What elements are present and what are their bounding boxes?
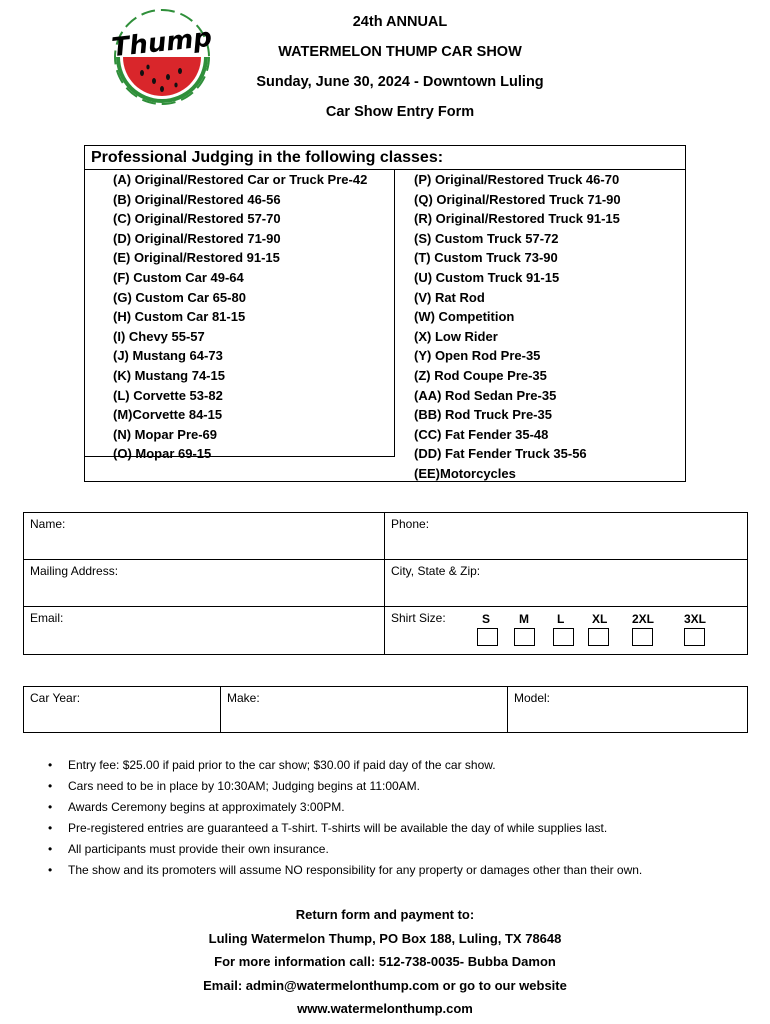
info-row-name-phone <box>24 513 747 560</box>
email-field[interactable] <box>24 607 385 655</box>
list-item: • Cars need to be in place by 10:30AM; Judging begins at 11:00AM. <box>44 776 744 797</box>
class-item: (A) Original/Restored Car or Truck Pre-42 <box>113 172 368 187</box>
class-item: (E) Original/Restored 91-15 <box>113 250 280 266</box>
class-item: (G) Custom Car 65-80 <box>113 289 246 305</box>
bullet-icon: • <box>48 863 53 877</box>
size-checkbox-s[interactable] <box>477 628 498 646</box>
class-item: (EE)Motorcycles <box>414 465 516 481</box>
classes-title: Professional Judging in the following classes: <box>85 146 685 170</box>
city-state-zip-label: City, State & Zip: <box>391 564 481 578</box>
class-item: (CC) Fat Fender 35-48 <box>414 426 549 442</box>
city-state-zip-field[interactable] <box>385 560 747 606</box>
size-label-xl: XL <box>592 612 608 626</box>
judging-classes-box <box>84 145 686 482</box>
footer-mailing-address: Luling Watermelon Thump, PO Box 188, Luling, TX 78648 <box>208 930 562 946</box>
size-checkbox-l[interactable] <box>553 628 574 646</box>
class-item: (F) Custom Car 49-64 <box>113 269 244 285</box>
classes-right-column <box>395 170 685 484</box>
class-item: (X) Low Rider <box>414 328 498 344</box>
header-line-annual: 24th ANNUAL <box>352 14 448 30</box>
class-item: (L) Corvette 53-82 <box>113 387 223 403</box>
list-item: • Awards Ceremony begins at approximately 3:00PM. <box>44 797 744 818</box>
class-item: (O) Mopar 69-15 <box>113 446 212 462</box>
footer-website-link[interactable]: www.watermelonthump.com <box>297 1001 473 1017</box>
bullet-icon: • <box>48 842 53 856</box>
class-item: (M)Corvette 84-15 <box>113 407 223 423</box>
info-row-address-city <box>24 560 747 607</box>
footer-phone: For more information call: 512-738-0035- Bubba Damon <box>214 954 556 970</box>
header-line-date-location: Sunday, June 30, 2024 - Downtown Luling <box>256 74 544 90</box>
class-item: (V) Rat Rod <box>414 289 485 305</box>
class-item: (Z) Rod Coupe Pre-35 <box>414 367 547 383</box>
class-item: (P) Original/Restored Truck 46-70 <box>414 172 620 187</box>
phone-field[interactable] <box>385 513 747 559</box>
list-item: • Pre-registered entries are guaranteed a T-shirt. T-shirts will be available the day of while supplies last. <box>44 818 744 839</box>
class-item: (AA) Rod Sedan Pre-35 <box>414 387 557 403</box>
class-item: (S) Custom Truck 57-72 <box>414 230 559 246</box>
email-label: Email: <box>30 611 64 625</box>
class-item: (I) Chevy 55-57 <box>113 328 205 344</box>
class-item: (Y) Open Rod Pre-35 <box>414 348 541 364</box>
car-year-label: Car Year: <box>30 691 81 705</box>
class-item: (B) Original/Restored 46-56 <box>113 191 281 207</box>
size-checkbox-2xl[interactable] <box>632 628 653 646</box>
class-item: (Q) Original/Restored Truck 71-90 <box>414 191 621 207</box>
class-item: (BB) Rod Truck Pre-35 <box>414 407 552 423</box>
car-info-table <box>23 686 748 733</box>
bullet-icon: • <box>48 758 53 772</box>
bullet-icon: • <box>48 821 53 835</box>
entrant-info-table <box>23 512 748 655</box>
list-item: • All participants must provide their own insurance. <box>44 839 744 860</box>
logo-text: Thump <box>112 22 212 64</box>
class-item: (H) Custom Car 81-15 <box>113 309 246 325</box>
mailing-address-field[interactable] <box>24 560 385 606</box>
size-checkbox-3xl[interactable] <box>684 628 705 646</box>
class-item: (N) Mopar Pre-69 <box>113 426 218 442</box>
class-item: (W) Competition <box>414 309 515 325</box>
size-label-3xl: 3XL <box>684 612 707 626</box>
name-field[interactable] <box>24 513 385 559</box>
size-label-m: M <box>519 612 529 626</box>
model-label: Model: <box>514 691 551 705</box>
car-year-field[interactable] <box>24 687 221 732</box>
size-checkbox-xl[interactable] <box>588 628 609 646</box>
class-item: (K) Mustang 74-15 <box>113 367 225 383</box>
phone-label: Phone: <box>391 517 430 531</box>
info-row-email-shirt <box>24 607 747 655</box>
bullet-icon: • <box>48 800 53 814</box>
watermelon-thump-logo <box>112 5 212 109</box>
list-item: • The show and its promoters will assume NO responsibility for any property or damages other than their own. <box>44 860 744 881</box>
form-header <box>200 10 600 130</box>
mailing-address-label: Mailing Address: <box>30 564 119 578</box>
size-label-2xl: 2XL <box>632 612 655 626</box>
make-field[interactable] <box>221 687 508 732</box>
class-item: (R) Original/Restored Truck 91-15 <box>414 211 620 227</box>
contact-footer <box>100 903 670 1021</box>
size-checkbox-m[interactable] <box>514 628 535 646</box>
shirt-size-label: Shirt Size: <box>391 611 446 625</box>
footer-return-label: Return form and payment to: <box>295 907 475 922</box>
header-line-show-name: WATERMELON THUMP CAR SHOW <box>278 44 522 60</box>
footer-email[interactable]: Email: admin@watermelonthump.com or go to our website <box>203 977 567 993</box>
list-item: • Entry fee: $25.00 if paid prior to the car show; $30.00 if paid day of the car show. <box>44 755 744 776</box>
class-item: (C) Original/Restored 57-70 <box>113 211 281 227</box>
header-line-form-title: Car Show Entry Form <box>325 104 475 120</box>
class-item: (DD) Fat Fender Truck 35-56 <box>414 446 587 462</box>
size-label-l: L <box>557 612 565 626</box>
class-item: (D) Original/Restored 71-90 <box>113 230 281 246</box>
bullet-icon: • <box>48 779 53 793</box>
class-item: (J) Mustang 64-73 <box>113 348 223 364</box>
make-label: Make: <box>227 691 260 705</box>
class-item: (U) Custom Truck 91-15 <box>414 269 560 285</box>
classes-left-column <box>85 170 395 462</box>
size-label-s: S <box>482 612 491 626</box>
class-item: (T) Custom Truck 73-90 <box>414 250 558 266</box>
model-field[interactable] <box>508 687 747 732</box>
name-label: Name: <box>30 517 66 531</box>
shirt-size-field <box>385 607 747 655</box>
rules-list <box>44 755 744 881</box>
